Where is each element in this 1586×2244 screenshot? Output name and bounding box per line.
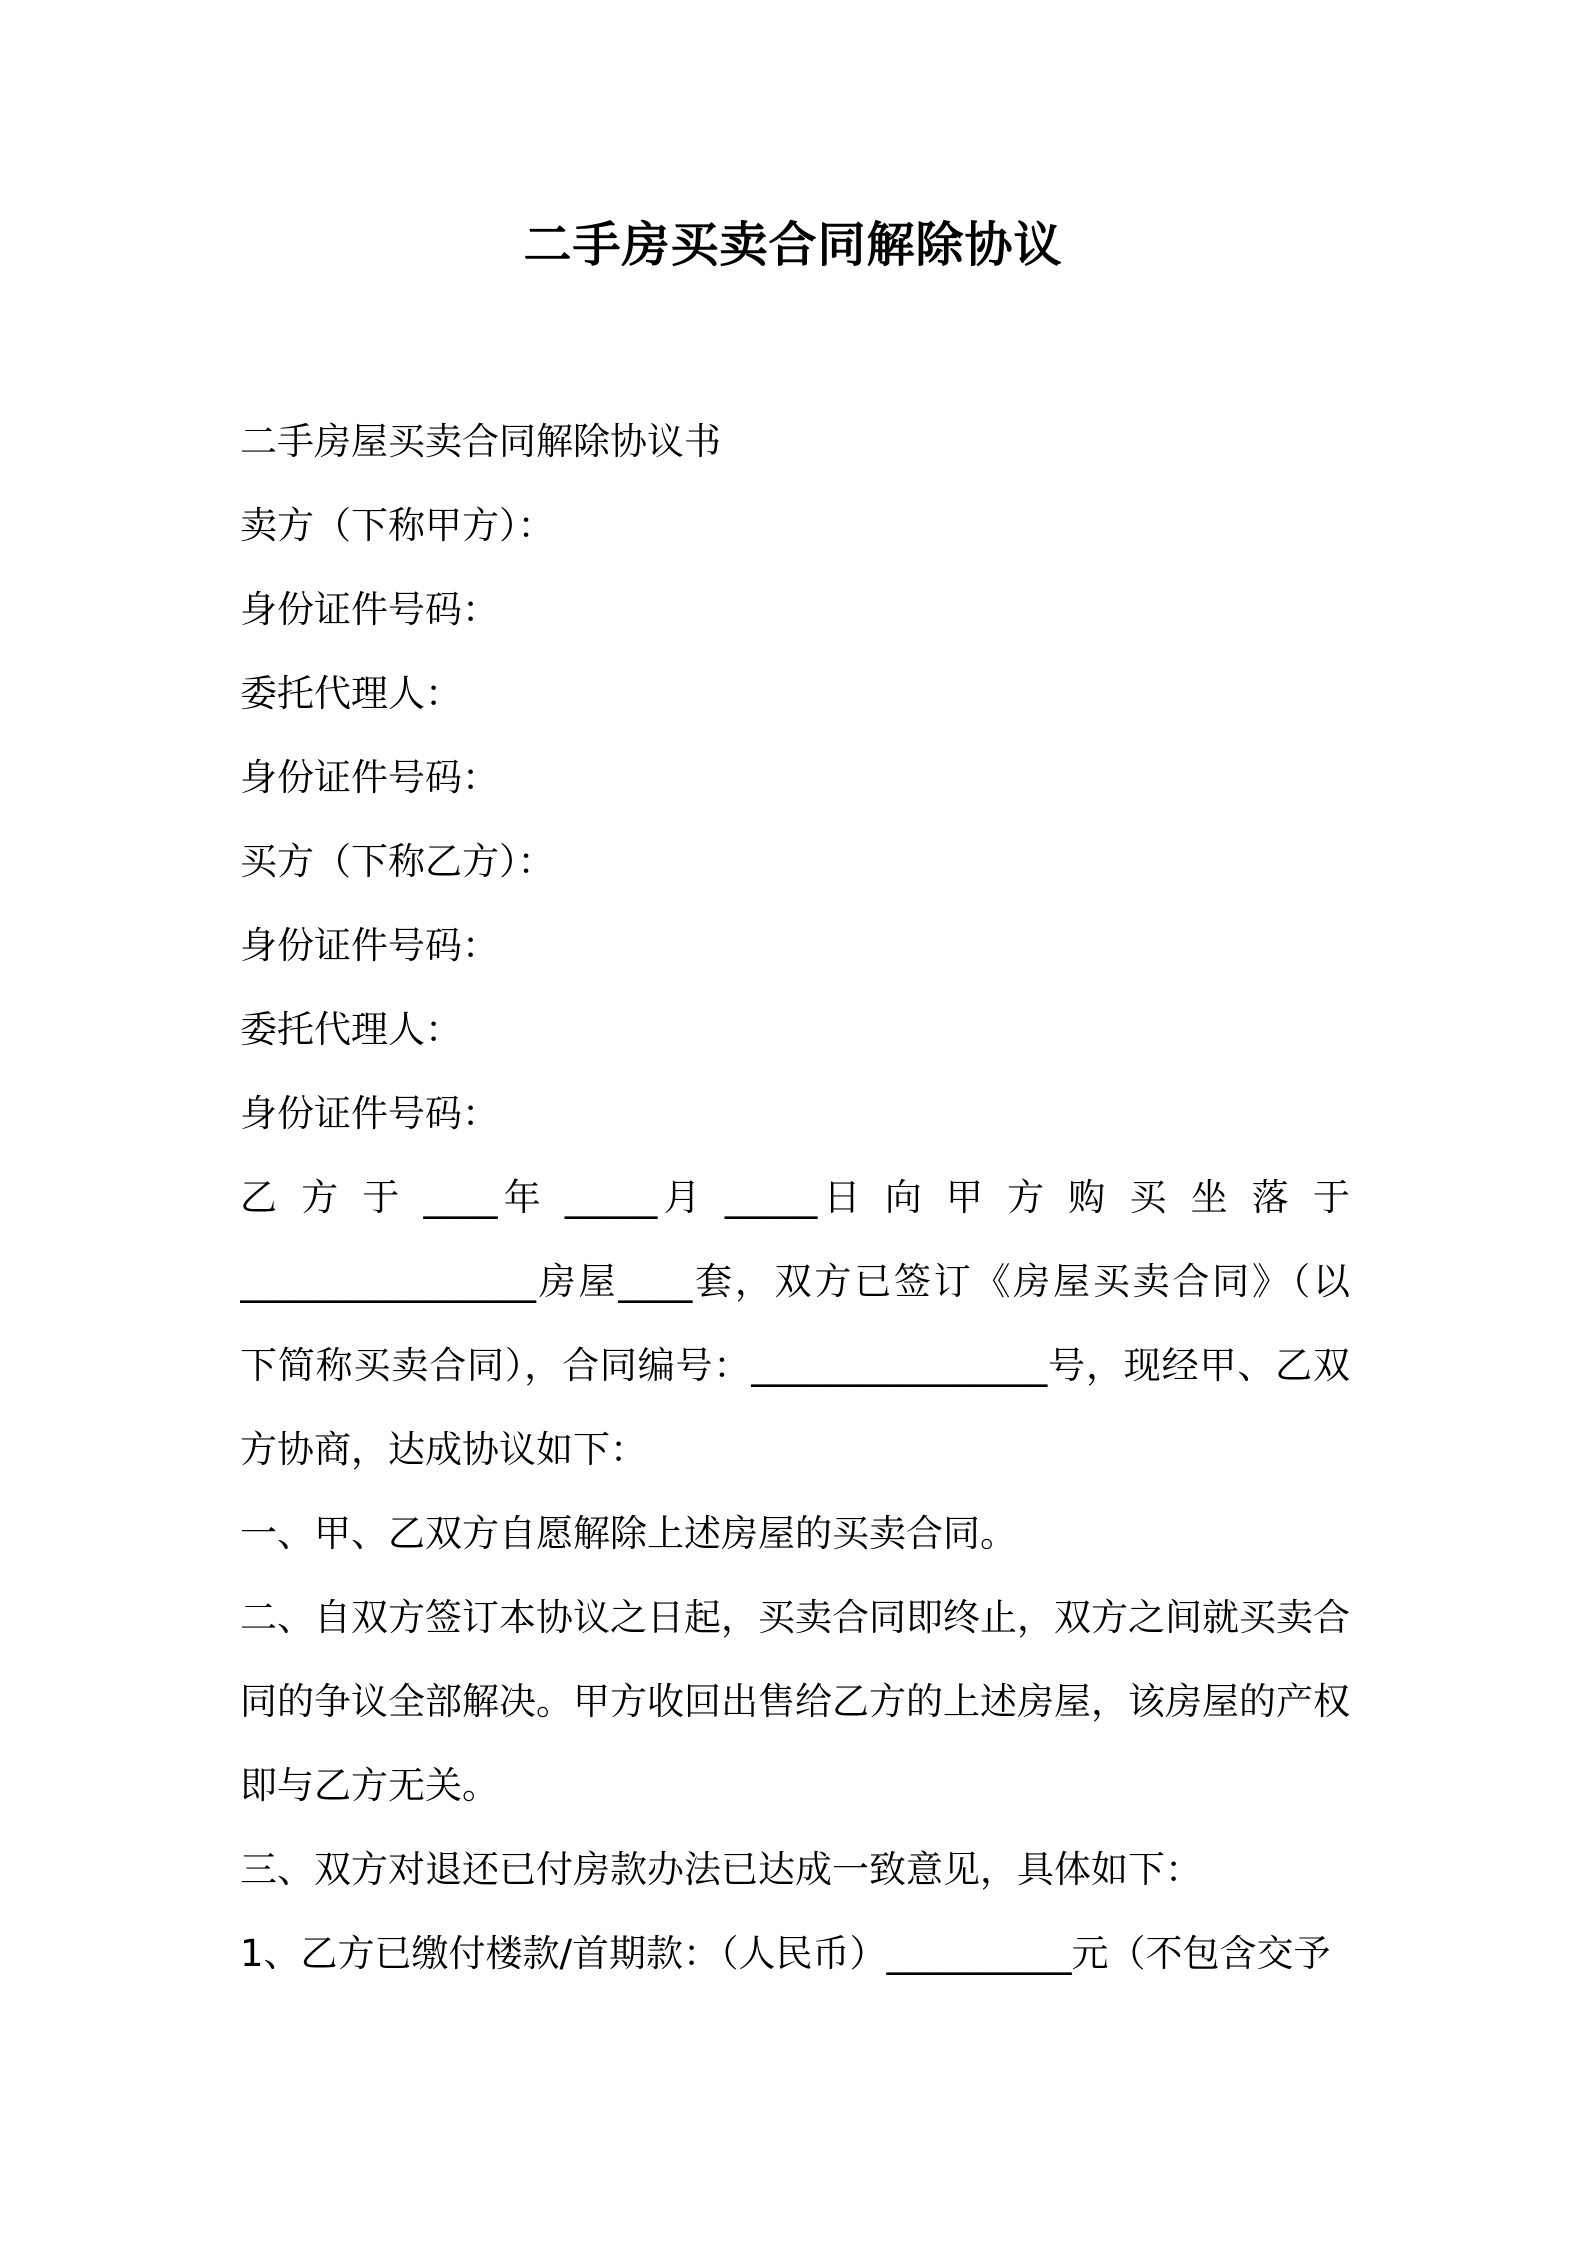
seller-id-line: 身份证件号码： — [240, 588, 499, 631]
seller-agent-line: 委托代理人： — [240, 672, 462, 715]
buyer-line: 买方（下称乙方）： — [240, 840, 555, 883]
recital-line: 方协商，达成协议如下： — [240, 1428, 647, 1471]
seller-line: 卖方（下称甲方）： — [240, 504, 555, 547]
clause-2 — [240, 1576, 1350, 1828]
seller-agent-id-line: 身份证件号码： — [240, 756, 499, 799]
subtitle-line: 二手房屋买卖合同解除协议书 — [240, 420, 721, 463]
recital-line: ________________房屋____套，双方已签订《房屋买卖合同》（以 — [240, 1260, 1350, 1303]
clause-2-line: 二、自双方签订本协议之日起，买卖合同即终止，双方之间就买卖合 — [240, 1596, 1350, 1639]
clause-1: 一、甲、乙双方自愿解除上述房屋的买卖合同。 — [240, 1512, 1017, 1555]
recital-paragraph — [240, 1156, 1350, 1492]
clause-3: 三、双方对退还已付房款办法已达成一致意见，具体如下： — [240, 1848, 1202, 1891]
buyer-id-line: 身份证件号码： — [240, 924, 499, 967]
buyer-agent-id-line: 身份证件号码： — [240, 1092, 499, 1135]
clause-2-line: 同的争议全部解决。甲方收回出售给乙方的上述房屋，该房屋的产权 — [240, 1680, 1350, 1723]
recital-line: 乙 方 于 ____年 _____月 _____日 向 甲 方 购 买 坐 落 于 — [240, 1176, 1350, 1219]
document-body — [240, 400, 1350, 1996]
clause-3-item-1: 1、乙方已缴付楼款/首期款：（人民币）__________元（不包含交予 — [240, 1932, 1331, 1975]
document-title: 二手房买卖合同解除协议 — [523, 217, 1063, 273]
buyer-agent-line: 委托代理人： — [240, 1008, 462, 1051]
clause-2-line: 即与乙方无关。 — [240, 1764, 499, 1807]
recital-line: 下简称买卖合同），合同编号：________________号，现经甲、乙双 — [240, 1344, 1350, 1387]
